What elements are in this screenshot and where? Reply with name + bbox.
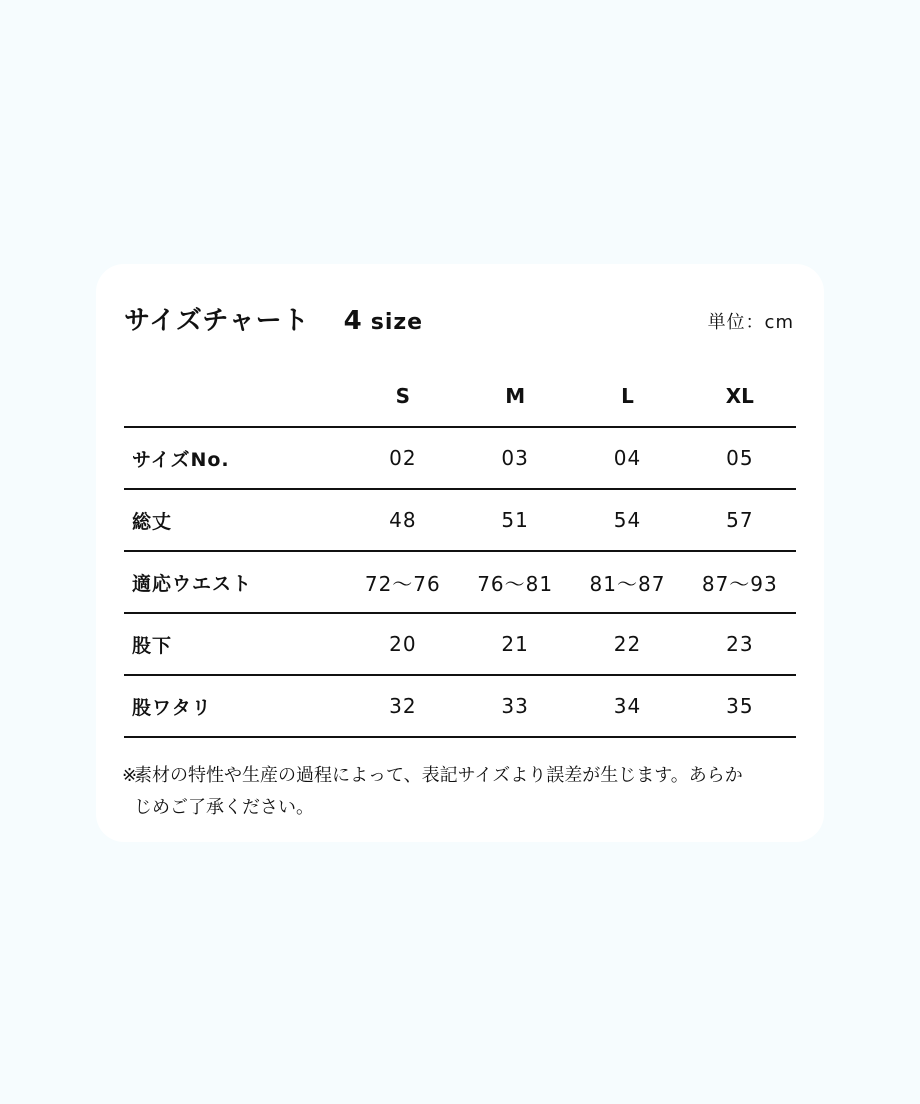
size-chart-card — [96, 264, 824, 842]
table-cell: 21 — [459, 613, 571, 675]
row-label: 総丈 — [124, 489, 347, 551]
table-cell: 57 — [684, 489, 796, 551]
table-row — [124, 551, 796, 613]
table-cell: 76〜81 — [459, 551, 571, 613]
table-row — [124, 489, 796, 551]
column-header: L — [571, 366, 683, 427]
column-header: XL — [684, 366, 796, 427]
size-chart-title — [124, 300, 423, 337]
row-label: サイズNo. — [124, 427, 347, 489]
disclaimer-note — [122, 760, 802, 824]
table-cell: 23 — [684, 613, 796, 675]
table-cell: 04 — [571, 427, 683, 489]
row-label: 適応ウエスト — [124, 551, 347, 613]
note-mark: ※ — [122, 765, 138, 786]
size-count: 4 — [343, 306, 363, 336]
table-cell: 34 — [571, 675, 683, 737]
size-table — [124, 366, 796, 738]
table-cell: 20 — [347, 613, 459, 675]
table-cell: 05 — [684, 427, 796, 489]
table-cell: 33 — [459, 675, 571, 737]
column-header: M — [459, 366, 571, 427]
note-text-1: 素材の特性や生産の過程によって、表記サイズより誤差が生じます。あらか — [134, 765, 743, 786]
table-cell: 48 — [347, 489, 459, 551]
table-cell: 03 — [459, 427, 571, 489]
table-cell: 51 — [459, 489, 571, 551]
table-cell: 35 — [684, 675, 796, 737]
note-line-1 — [122, 760, 802, 792]
table-cell: 54 — [571, 489, 683, 551]
table-cell: 02 — [347, 427, 459, 489]
table-cell: 81〜87 — [571, 551, 683, 613]
row-label: 股ワタリ — [124, 675, 347, 737]
column-header: S — [347, 366, 459, 427]
table-header-row — [124, 366, 796, 427]
note-line-2: じめご了承ください。 — [134, 797, 314, 818]
table-row — [124, 613, 796, 675]
table-cell: 22 — [571, 613, 683, 675]
row-label: 股下 — [124, 613, 347, 675]
table-row — [124, 675, 796, 737]
table-cell: 87〜93 — [684, 551, 796, 613]
corner-cell — [124, 366, 347, 427]
title-text: サイズチャート — [124, 306, 310, 336]
table-row — [124, 427, 796, 489]
table-cell: 32 — [347, 675, 459, 737]
size-word: size — [370, 310, 424, 335]
unit-label: 単位：cm — [707, 312, 794, 333]
table-cell: 72〜76 — [347, 551, 459, 613]
